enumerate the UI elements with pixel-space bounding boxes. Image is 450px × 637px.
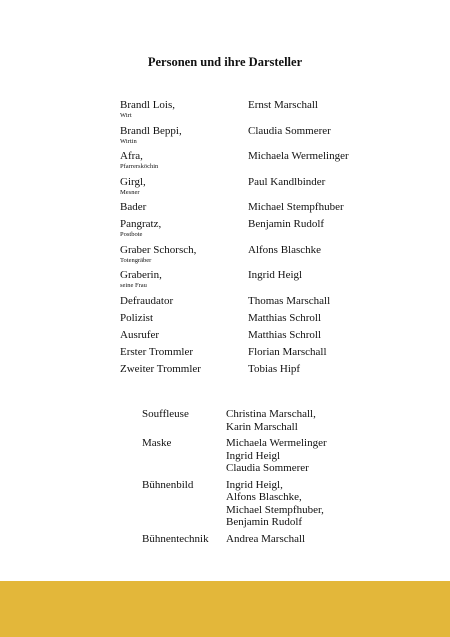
crew-row <box>142 533 402 546</box>
crew-name: Alfons Blaschke, <box>226 491 302 503</box>
cast-row <box>120 125 420 151</box>
actor-name: Matthias Schroll <box>248 328 322 341</box>
actor-name: Florian Marschall <box>248 345 327 358</box>
cast-row <box>120 346 420 363</box>
actor-name: Benjamin Rudolf <box>248 218 325 230</box>
role-name: Ausrufer <box>120 328 160 341</box>
crew-role: Souffleuse <box>142 408 189 420</box>
crew-role: Bühnenbild <box>142 478 194 491</box>
crew-row <box>142 408 402 433</box>
cast-row <box>120 295 420 312</box>
actor-name: Ernst Marschall <box>248 99 318 111</box>
role-description: Totengräber <box>120 256 152 264</box>
crew-row <box>142 437 402 475</box>
cast-row <box>120 150 420 176</box>
role-name: Zweiter Trommler <box>120 362 201 375</box>
cast-row <box>120 99 420 125</box>
role-name: Pangratz, <box>120 218 162 230</box>
crew-names <box>226 408 402 433</box>
crew-name: Claudia Sommerer <box>226 462 309 474</box>
role-name: Afra, <box>120 150 143 162</box>
crew-name: Ingrid Heigl, <box>226 478 283 491</box>
actor-name: Ingrid Heigl <box>248 269 303 281</box>
crew-name: Andrea Marschall <box>226 532 306 545</box>
crew-name: Michael Stempfhuber, <box>226 503 324 516</box>
role-name: Brandl Lois, <box>120 99 175 111</box>
actor-name: Matthias Schroll <box>248 311 322 324</box>
crew-name: Benjamin Rudolf <box>226 516 303 528</box>
cast-row <box>120 201 420 218</box>
actor-name: Thomas Marschall <box>248 294 331 307</box>
actor-name: Tobias Hipf <box>248 362 301 375</box>
crew-names <box>226 479 402 529</box>
crew-names <box>226 533 402 546</box>
cast-row <box>120 363 420 380</box>
actor-name: Michael Stempfhuber <box>248 201 344 213</box>
crew-name: Ingrid Heigl <box>226 449 281 462</box>
cast-row <box>120 244 420 270</box>
role-name: Defraudator <box>120 294 174 307</box>
role-name: Bader <box>120 201 147 213</box>
crew-names <box>226 437 402 475</box>
actor-name: Alfons Blaschke <box>248 243 322 256</box>
footer-color-band <box>0 581 450 637</box>
crew-name: Christina Marschall, <box>226 408 316 420</box>
role-name: Erster Trommler <box>120 345 194 358</box>
role-description: Mesner <box>120 188 140 196</box>
cast-row <box>120 218 420 244</box>
role-description: Pfarrersköchin <box>120 163 159 170</box>
cast-row <box>120 312 420 329</box>
role-description: Wirtin <box>120 137 137 145</box>
actor-name: Paul Kandlbinder <box>248 175 326 188</box>
cast-list <box>120 99 420 380</box>
role-name: Polizist <box>120 311 154 324</box>
role-name: Graberin, <box>120 269 162 281</box>
role-name: Brandl Beppi, <box>120 124 182 137</box>
crew-list <box>142 408 402 549</box>
actor-name: Michaela Wermelinger <box>248 150 349 162</box>
role-description: seine Frau <box>120 282 147 289</box>
crew-role: Bühnentechnik <box>142 532 209 545</box>
crew-name: Karin Marschall <box>226 420 298 433</box>
page-title: Personen und ihre Darsteller <box>147 55 303 69</box>
cast-row <box>120 176 420 202</box>
cast-row <box>120 329 420 346</box>
role-name: Graber Schorsch, <box>120 243 197 256</box>
actor-name: Claudia Sommerer <box>248 124 331 137</box>
crew-row <box>142 479 402 529</box>
cast-row <box>120 269 420 295</box>
crew-name: Michaela Wermelinger <box>226 437 327 449</box>
crew-role: Maske <box>142 437 172 449</box>
role-description: Wirt <box>120 112 132 119</box>
role-description: Postbote <box>120 231 143 238</box>
role-name: Girgl, <box>120 175 146 188</box>
